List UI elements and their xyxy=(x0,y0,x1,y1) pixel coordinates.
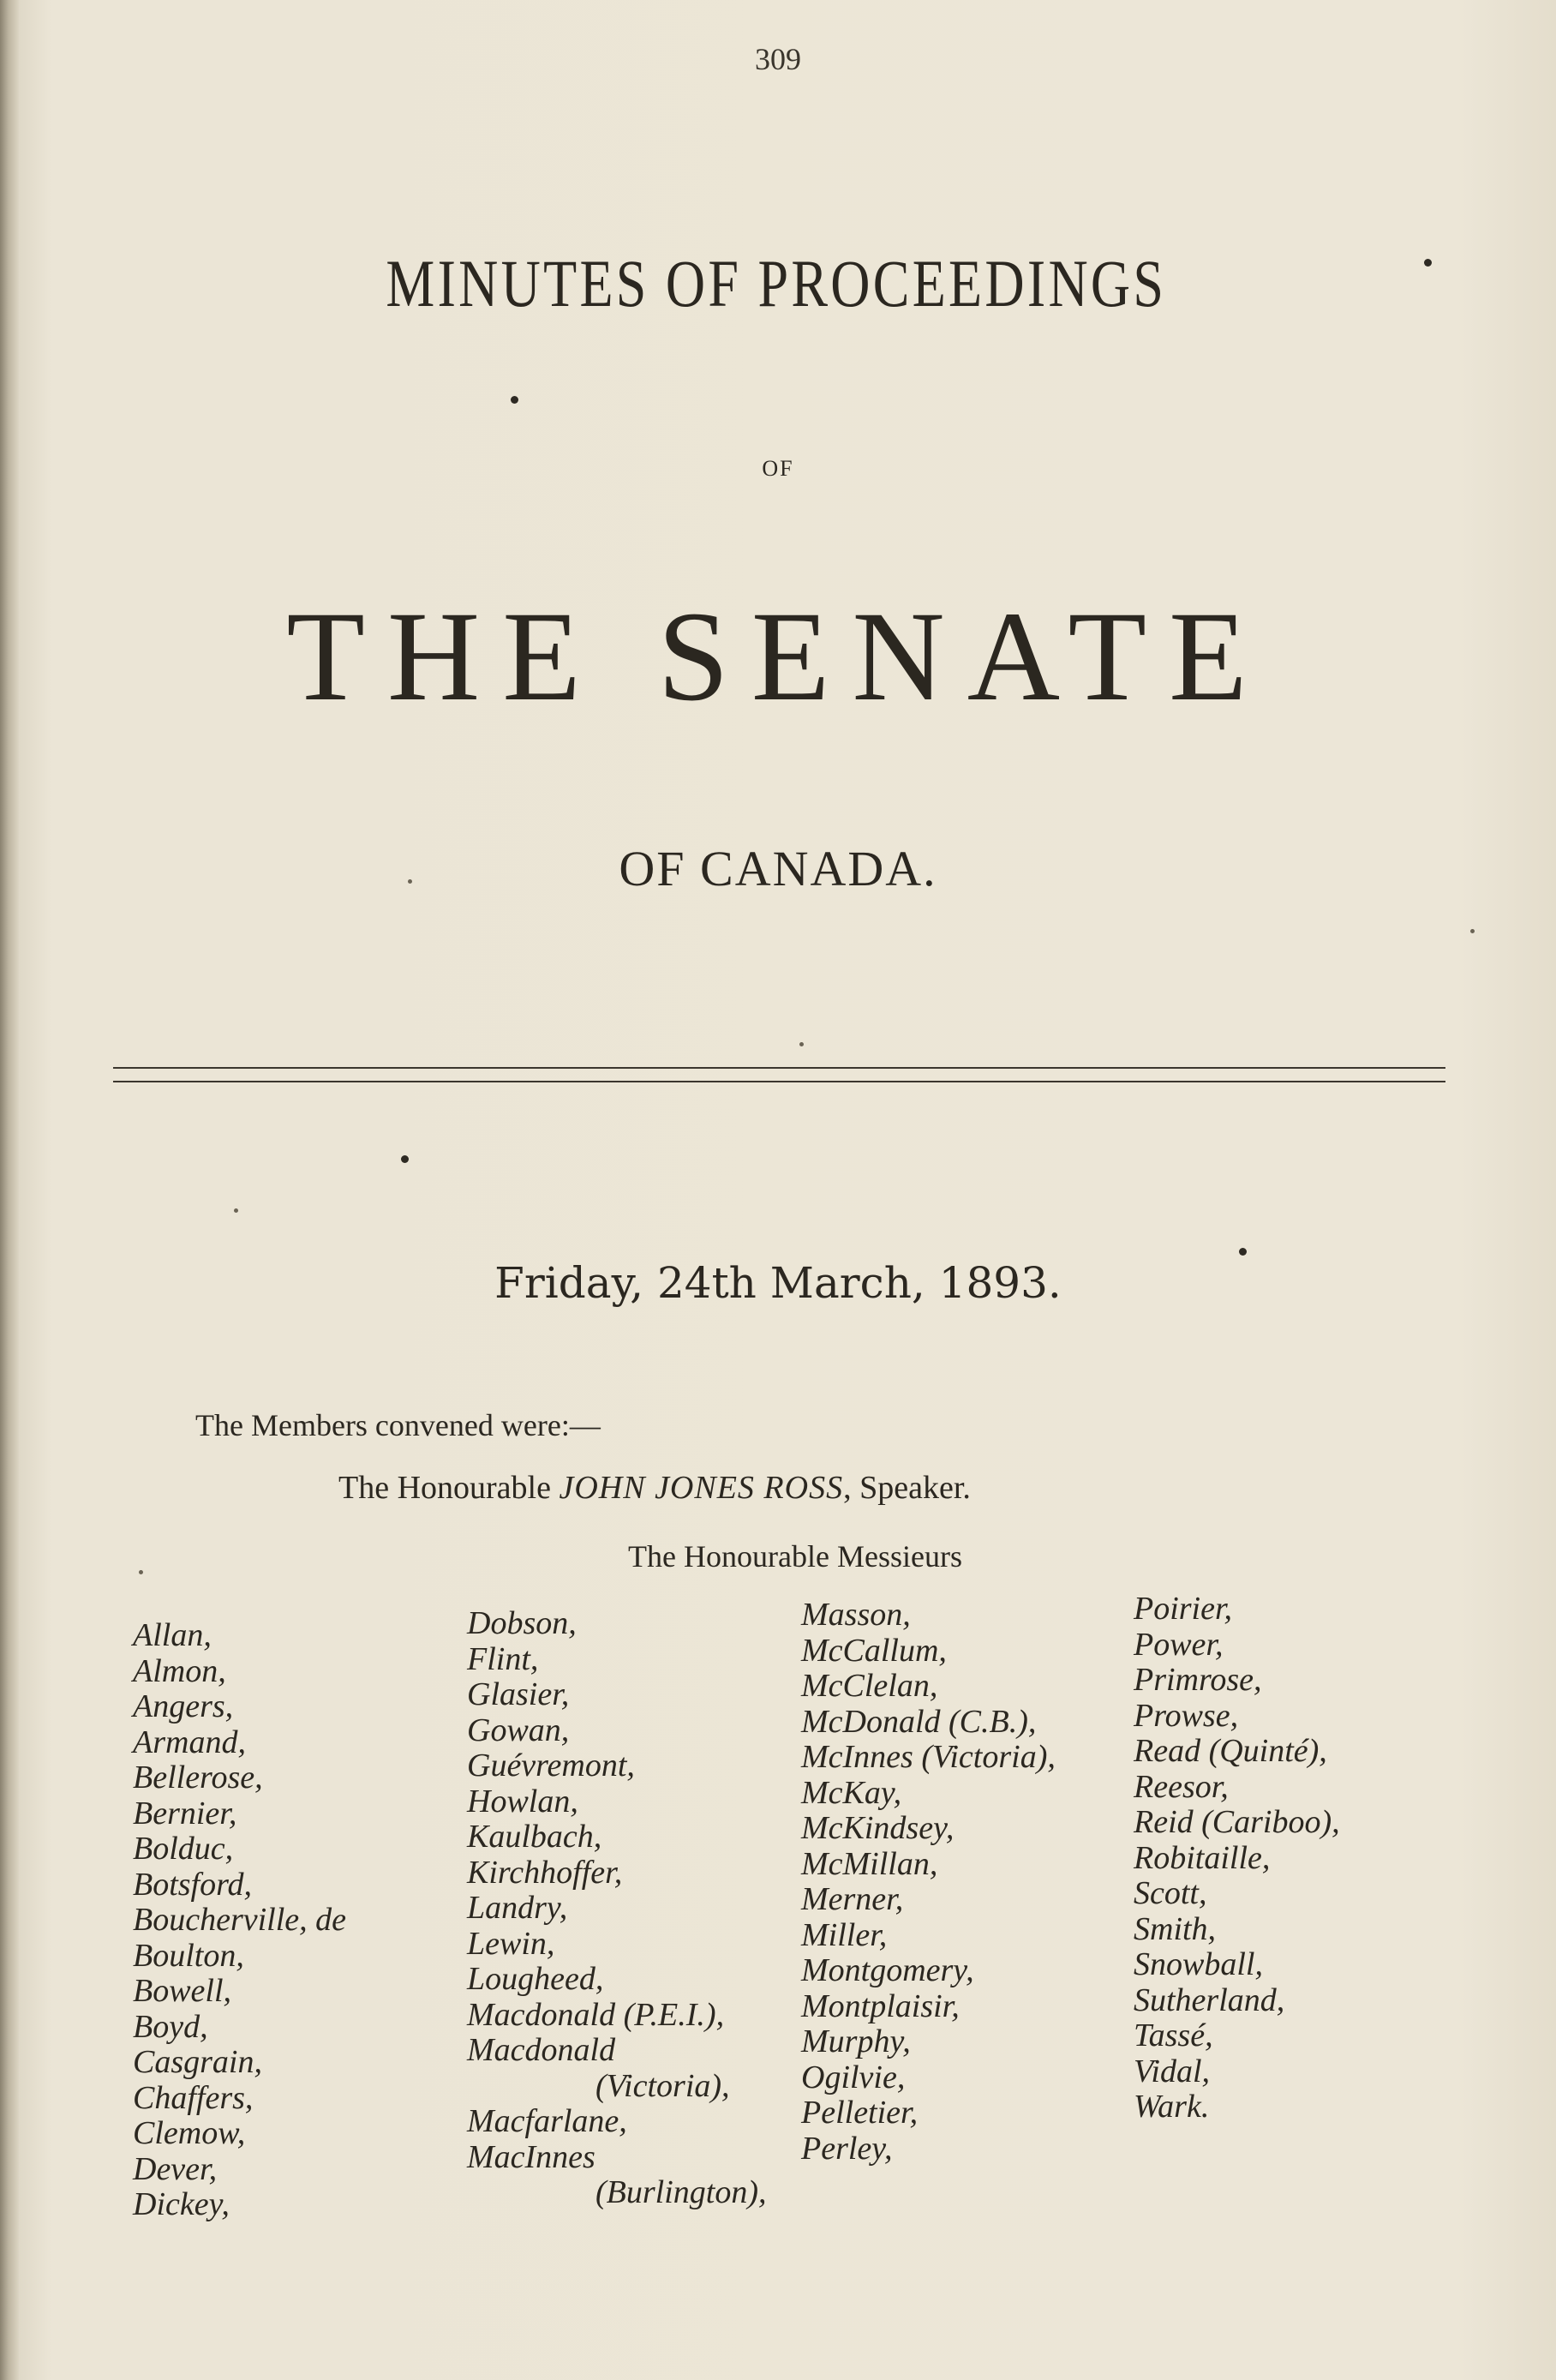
member-name: Bernier, xyxy=(133,1795,237,1831)
member-name: Reid (Cariboo), xyxy=(1134,1804,1340,1840)
member-name: Casgrain, xyxy=(133,2044,262,2080)
ink-speck xyxy=(408,879,412,884)
member-name: Botsford, xyxy=(133,1866,252,1903)
member-name: Prowse, xyxy=(1134,1697,1239,1734)
member-name: Merner, xyxy=(801,1881,904,1917)
member-name-continuation: (Victoria), xyxy=(595,2067,730,2104)
ink-speck xyxy=(1239,1248,1247,1256)
ink-speck xyxy=(401,1155,409,1163)
member-name: Montgomery, xyxy=(801,1952,974,1988)
double-rule-divider xyxy=(113,1067,1445,1082)
members-column-4 xyxy=(1134,1592,1340,2125)
member-name: McKindsey, xyxy=(801,1810,955,1846)
member-name: Murphy, xyxy=(801,2023,911,2059)
page-binding-edge xyxy=(0,0,19,2380)
member-name: Ogilvie, xyxy=(801,2059,906,2095)
members-column-1 xyxy=(133,1618,346,2223)
member-name: McDonald (C.B.), xyxy=(801,1703,1037,1740)
member-name: Primrose, xyxy=(1134,1662,1262,1698)
member-name: Kaulbach, xyxy=(467,1819,602,1855)
speaker-prefix: The Honourable xyxy=(338,1470,551,1506)
member-name: Sutherland, xyxy=(1134,1981,1285,2018)
members-column-3 xyxy=(801,1598,1056,2167)
member-name: Masson, xyxy=(801,1597,911,1633)
member-name: McKay, xyxy=(801,1774,902,1811)
member-name: Vidal, xyxy=(1134,2053,1211,2089)
member-name: Macdonald xyxy=(467,2032,616,2068)
member-name: Angers, xyxy=(133,1688,234,1724)
member-name: Dever, xyxy=(133,2150,218,2187)
member-name: MacInnes xyxy=(467,2138,595,2175)
member-name: Flint, xyxy=(467,1640,539,1677)
member-name: Poirier, xyxy=(1134,1591,1233,1627)
member-name: Dobson, xyxy=(467,1605,577,1641)
speaker-name: JOHN JONES ROSS xyxy=(559,1470,844,1506)
member-name: Macdonald (P.E.I.), xyxy=(467,1996,725,2033)
canada-heading: OF CANADA. xyxy=(619,841,937,896)
member-name: Bowell, xyxy=(133,1973,232,2009)
member-name: Dickey, xyxy=(133,2186,230,2222)
messieurs-heading: The Honourable Messieurs xyxy=(628,1539,962,1574)
ink-speck xyxy=(234,1208,238,1213)
ink-speck xyxy=(1424,259,1432,267)
member-name: Bolduc, xyxy=(133,1831,234,1867)
member-name: Chaffers, xyxy=(133,2079,254,2116)
member-name: Robitaille, xyxy=(1134,1839,1271,1876)
member-name: Lewin, xyxy=(467,1925,555,1962)
member-name: Kirchhoffer, xyxy=(467,1854,623,1891)
member-name: Power, xyxy=(1134,1626,1224,1663)
ink-speck xyxy=(139,1570,143,1574)
member-name: Landry, xyxy=(467,1890,568,1926)
member-name: Read (Quinté), xyxy=(1134,1733,1327,1769)
member-name: Glasier, xyxy=(467,1676,570,1712)
member-name: Tassé, xyxy=(1134,2017,1213,2053)
ink-speck xyxy=(511,396,518,404)
member-name: Allan, xyxy=(133,1617,212,1653)
member-name: McInnes (Victoria), xyxy=(801,1739,1056,1775)
member-name: Guévremont, xyxy=(467,1748,635,1784)
member-name: Lougheed, xyxy=(467,1961,604,1997)
speaker-line xyxy=(338,1469,971,1507)
member-name-continuation: (Burlington), xyxy=(595,2174,767,2210)
member-name: Scott, xyxy=(1134,1875,1207,1911)
member-name: Snowball, xyxy=(1134,1946,1263,1982)
member-name: Macfarlane, xyxy=(467,2103,627,2139)
ink-speck xyxy=(1470,929,1475,933)
member-name: McClelan, xyxy=(801,1668,938,1704)
member-name: Armand, xyxy=(133,1724,246,1760)
minutes-heading: MINUTES OF PROCEEDINGS xyxy=(386,246,1167,321)
member-name: Perley, xyxy=(801,2130,893,2167)
member-name: McMillan, xyxy=(801,1845,938,1882)
members-intro: The Members convened were:— xyxy=(195,1408,601,1442)
of-heading: OF xyxy=(762,456,794,481)
member-name: Clemow, xyxy=(133,2115,246,2151)
member-name: Smith, xyxy=(1134,1910,1217,1947)
member-name: Boucherville, de xyxy=(133,1902,347,1938)
page-number: 309 xyxy=(755,42,801,76)
member-name: Boulton, xyxy=(133,1937,244,1974)
senate-heading: THE SENATE xyxy=(286,585,1270,728)
member-name: Bellerose, xyxy=(133,1760,263,1795)
member-name: Almon, xyxy=(133,1652,226,1689)
member-name: Howlan, xyxy=(467,1783,578,1819)
member-name: Pelletier, xyxy=(801,2095,919,2131)
member-name: Boyd, xyxy=(133,2008,208,2045)
session-date: Friday, 24th March, 1893. xyxy=(494,1258,1062,1308)
ink-speck xyxy=(799,1042,804,1046)
members-column-2 xyxy=(467,1606,766,2211)
member-name: Gowan, xyxy=(467,1712,570,1748)
member-name: Wark. xyxy=(1134,2089,1210,2125)
member-name: Miller, xyxy=(801,1916,888,1953)
speaker-suffix: , Speaker. xyxy=(843,1470,971,1506)
member-name: McCallum, xyxy=(801,1632,947,1669)
member-name: Reesor, xyxy=(1134,1768,1229,1805)
member-name: Montplaisir, xyxy=(801,1987,960,2024)
